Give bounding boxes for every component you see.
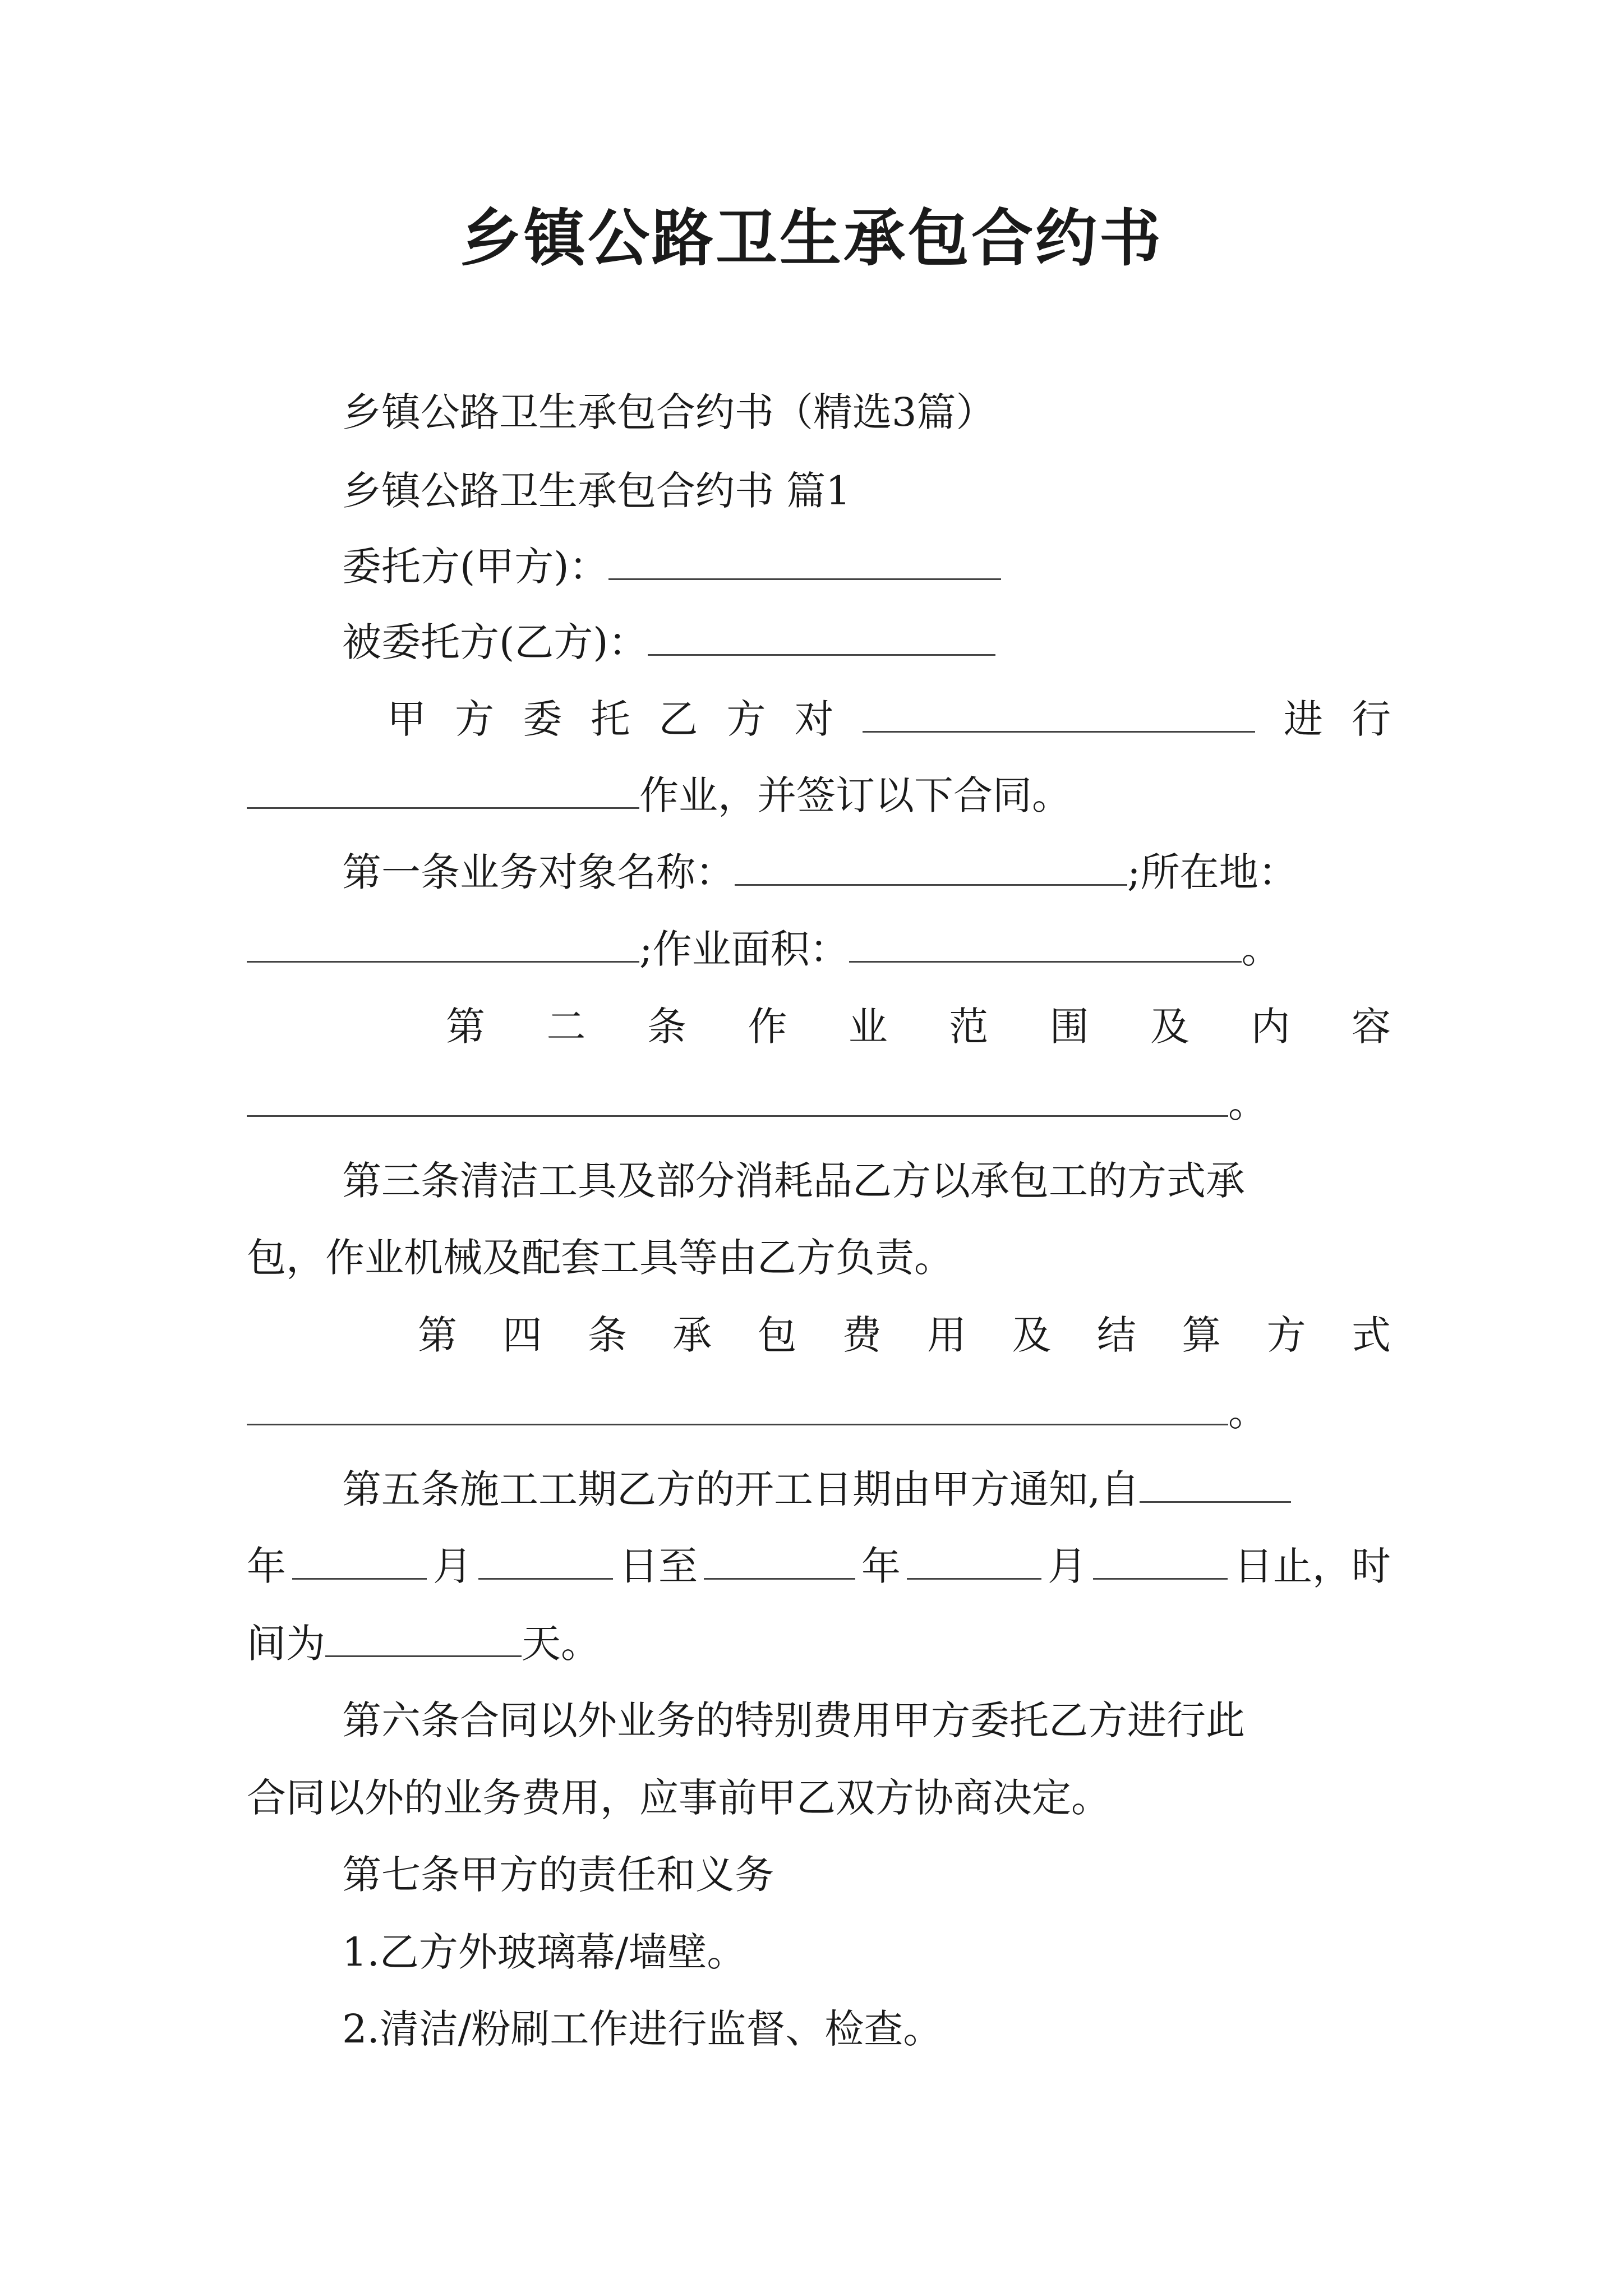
client-blank <box>608 539 1001 580</box>
article-4-char: 费 <box>842 1312 882 1358</box>
article-4-char: 算 <box>1182 1312 1221 1358</box>
article-1-label: 第一条业务对象名称： <box>342 849 735 895</box>
client-line <box>342 539 1001 595</box>
intro-char: 甲 <box>387 696 426 742</box>
month-label: 月 <box>1048 1543 1087 1589</box>
intro-char: 托 <box>591 696 630 742</box>
area-blank <box>849 922 1242 963</box>
article-2-line-2 <box>247 1075 1267 1131</box>
article-5-line-3 <box>247 1616 600 1672</box>
start-day-blank <box>478 1539 613 1580</box>
day-to-label: 日至 <box>619 1543 698 1589</box>
start-year-blank <box>1140 1462 1291 1503</box>
intro-blank-2 <box>247 768 639 809</box>
day-end-label: 日止，时 <box>1234 1543 1391 1589</box>
intro-blank <box>863 692 1255 733</box>
article-2-char: 第 <box>446 1004 485 1050</box>
article-3-line-1: 第三条清洁工具及部分消耗品乙方以承包工的方式承 <box>342 1158 1245 1204</box>
article-7-item-2: 2.清洁/粉刷工作进行监督、检查。 <box>342 2006 943 2052</box>
article-4-char: 式 <box>1351 1312 1391 1358</box>
end-year-blank <box>704 1539 855 1580</box>
end-month-blank <box>907 1539 1041 1580</box>
article-4-line-2 <box>247 1384 1267 1440</box>
article-6-line-1: 第六条合同以外业务的特别费用甲方委托乙方进行此 <box>342 1697 1245 1743</box>
year-label: 年 <box>861 1543 901 1589</box>
intro-line-1 <box>387 691 1391 747</box>
article-5-line-1 <box>342 1461 1291 1517</box>
article-6-line-2: 合同以外的业务费用，应事前甲乙双方协商决定。 <box>247 1775 1110 1821</box>
contractor-line <box>342 614 995 670</box>
intro-char: 乙 <box>658 696 698 742</box>
intro-char: 委 <box>523 696 562 742</box>
intro-char: 行 <box>1351 696 1391 742</box>
article-2-char: 范 <box>949 1004 989 1050</box>
article-1-location: ;所在地： <box>1127 849 1298 895</box>
location-blank <box>247 922 639 963</box>
period-mark: 。 <box>1228 1080 1267 1126</box>
article-2-char: 作 <box>748 1004 787 1050</box>
article-4-char: 第 <box>418 1312 457 1358</box>
year-label: 年 <box>247 1543 286 1589</box>
contractor-blank <box>648 615 995 656</box>
article-5-line-2 <box>247 1538 1391 1594</box>
start-month-blank <box>292 1539 427 1580</box>
article-1-line-2 <box>247 921 1281 977</box>
article-2-char: 内 <box>1251 1004 1290 1050</box>
article-1-line-1 <box>342 844 1298 900</box>
article-1-blank <box>735 845 1127 886</box>
subtitle: 乡镇公路卫生承包合约书（精选3篇） <box>342 389 995 435</box>
article-4-char: 条 <box>587 1312 627 1358</box>
fee-blank <box>247 1384 1228 1425</box>
scope-blank <box>247 1076 1228 1117</box>
article-4-char: 结 <box>1096 1312 1136 1358</box>
article-4-line-1 <box>418 1307 1391 1363</box>
intro-char: 进 <box>1283 696 1323 742</box>
period-mark: 。 <box>1228 1389 1267 1435</box>
article-2-char: 二 <box>546 1004 586 1050</box>
duration-label: 间为 <box>247 1621 325 1667</box>
intro-char: 方 <box>726 696 766 742</box>
article-1-area: ;作业面积： <box>639 926 849 972</box>
article-5-text: 第五条施工工期乙方的开工日期由甲方通知,自 <box>342 1466 1140 1512</box>
article-4-char: 包 <box>757 1312 797 1358</box>
intro-char: 方 <box>455 696 495 742</box>
article-4-char: 方 <box>1266 1312 1306 1358</box>
intro-line-2 <box>247 767 1071 823</box>
month-label: 月 <box>433 1543 472 1589</box>
article-2-line-1 <box>446 999 1391 1055</box>
document-title: 乡镇公路卫生承包合约书 <box>460 203 1163 274</box>
article-2-char: 业 <box>848 1004 888 1050</box>
intro-text: 作业，并签订以下合同。 <box>639 772 1071 818</box>
article-7-title: 第七条甲方的责任和义务 <box>342 1852 774 1898</box>
article-2-char: 容 <box>1351 1004 1391 1050</box>
article-4-char: 用 <box>927 1312 967 1358</box>
contractor-label: 被委托方(乙方)： <box>342 619 648 665</box>
article-4-char: 及 <box>1012 1312 1052 1358</box>
intro-char: 对 <box>794 696 834 742</box>
duration-blank <box>325 1616 522 1657</box>
article-2-char: 及 <box>1150 1004 1190 1050</box>
client-label: 委托方(甲方)： <box>342 544 608 590</box>
end-day-blank <box>1093 1539 1228 1580</box>
days-label: 天。 <box>522 1621 600 1667</box>
article-4-char: 承 <box>672 1312 712 1358</box>
article-2-char: 条 <box>647 1004 686 1050</box>
article-4-char: 四 <box>502 1312 542 1358</box>
period-mark: 。 <box>1241 926 1281 972</box>
article-7-item-1: 1.乙方外玻璃幕/墙壁。 <box>342 1929 746 1975</box>
article-2-char: 围 <box>1049 1004 1089 1050</box>
part-heading: 乡镇公路卫生承包合约书 篇1 <box>342 468 851 514</box>
article-3-line-2: 包，作业机械及配套工具等由乙方负责。 <box>247 1235 953 1281</box>
